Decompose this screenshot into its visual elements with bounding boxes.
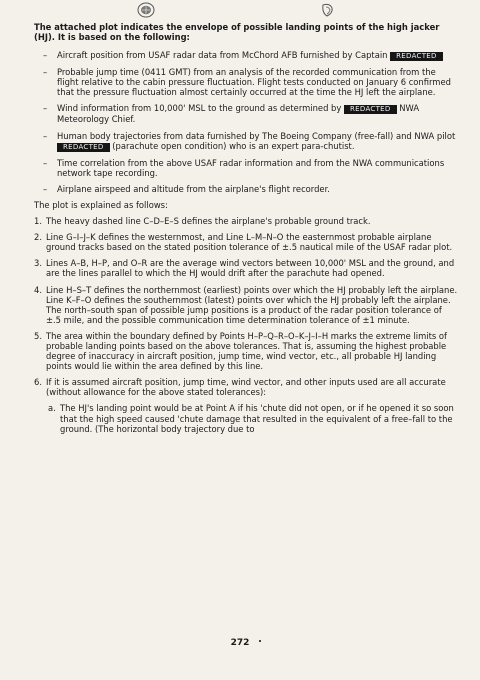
document-body xyxy=(34,22,458,440)
sources-list xyxy=(34,50,458,194)
list-item: – Probable jump time (0411 GMT) from an analysis of the recorded communication from the flight relative to the cabin pressure fluctuation. Flight tests conducted on January 6 confirmed that the pressure fluctuation almost certainly occurred at the time the HJ left the airplane. xyxy=(43,67,451,98)
numbered-item: 6. If it is assumed aircraft position, jump time, wind vector, and other inputs used are all accurate (without allowance for the above stated tolerances): xyxy=(34,377,446,398)
eagle-seal-icon xyxy=(318,2,338,18)
list-item: – Airplane airspeed and altitude from the airplane's flight recorder. xyxy=(43,183,330,194)
list-item: – Human body trajectories from data furnished by The Boeing Company (free-fall) and NWA pilot REDACTED (parachute open condition) who is an expert para-chutist. xyxy=(43,130,456,151)
numbered-item: 5. The area within the boundary defined by Points H–P–Q–R–O–K–J–I–H marks the extreme limits of probable landing points based on the above tolerances. That is, assuming the highest probable degree of inaccuracy in aircraft position, jump time, wind vector, etc., all probable HJ landing points would lie within the area defined by this line. xyxy=(34,330,447,372)
numbered-item: 3. Lines A–B, H–P, and O–R are the average wind vectors between 10,000' MSL and the ground, and are the lines parallel to which the HJ would drift after the parachute had opened. xyxy=(34,258,455,279)
stray-mark xyxy=(259,640,261,642)
redaction-box: REDACTED xyxy=(344,105,397,114)
intro-paragraph: The attached plot indicates the envelope of possible landing points of the high jacker (HJ). It is based on the following: xyxy=(34,22,440,43)
numbered-item: 4. Line H–S–T defines the northernmost (earliest) points over which the HJ probably left the airplane. Line K–F–O defines the southernmost (latest) points over which the HJ probably left the airplane. The north–south span of possible jump positions is a product of the radar position tolerance of ±.5 mile, and the possible communication time determination tolerance of ±1 minute. xyxy=(34,284,458,325)
seal-icon xyxy=(136,2,156,18)
sub-item: a. The HJ's landing point would be at Point A if his 'chute did not open, or if he opened it so soon that the high speed caused 'chute damage that resulted in the equivalent of a free–fall to the ground. (The horizontal body trajectory due to xyxy=(48,403,454,434)
list-item: – Aircraft position from USAF radar data from McChord AFB furnished by Captain REDACTED xyxy=(43,50,458,61)
page-number: 272 xyxy=(230,638,250,648)
section-lead: The plot is explained as follows: xyxy=(34,199,168,210)
list-item: – Time correlation from the above USAF radar information and from the NWA communications network tape recording. xyxy=(43,157,445,178)
numbered-item: 1. The heavy dashed line C–D–E–S defines the airplane's probable ground track. xyxy=(34,216,371,227)
redaction-box: REDACTED xyxy=(57,143,110,152)
numbered-item: 2. Line G–I–J–K defines the westernmost, and Line L–M–N–O the easternmost probable airplane ground tracks based on the stated position tolerance of ±.5 nautical mile of the USAF radar plot. xyxy=(34,232,453,253)
redaction-box: REDACTED xyxy=(390,52,443,61)
explanation-list xyxy=(34,216,458,434)
list-item: – Wind information from 10,000' MSL to the ground as determined by REDACTED NWA Meteorology Chief. xyxy=(43,103,420,125)
